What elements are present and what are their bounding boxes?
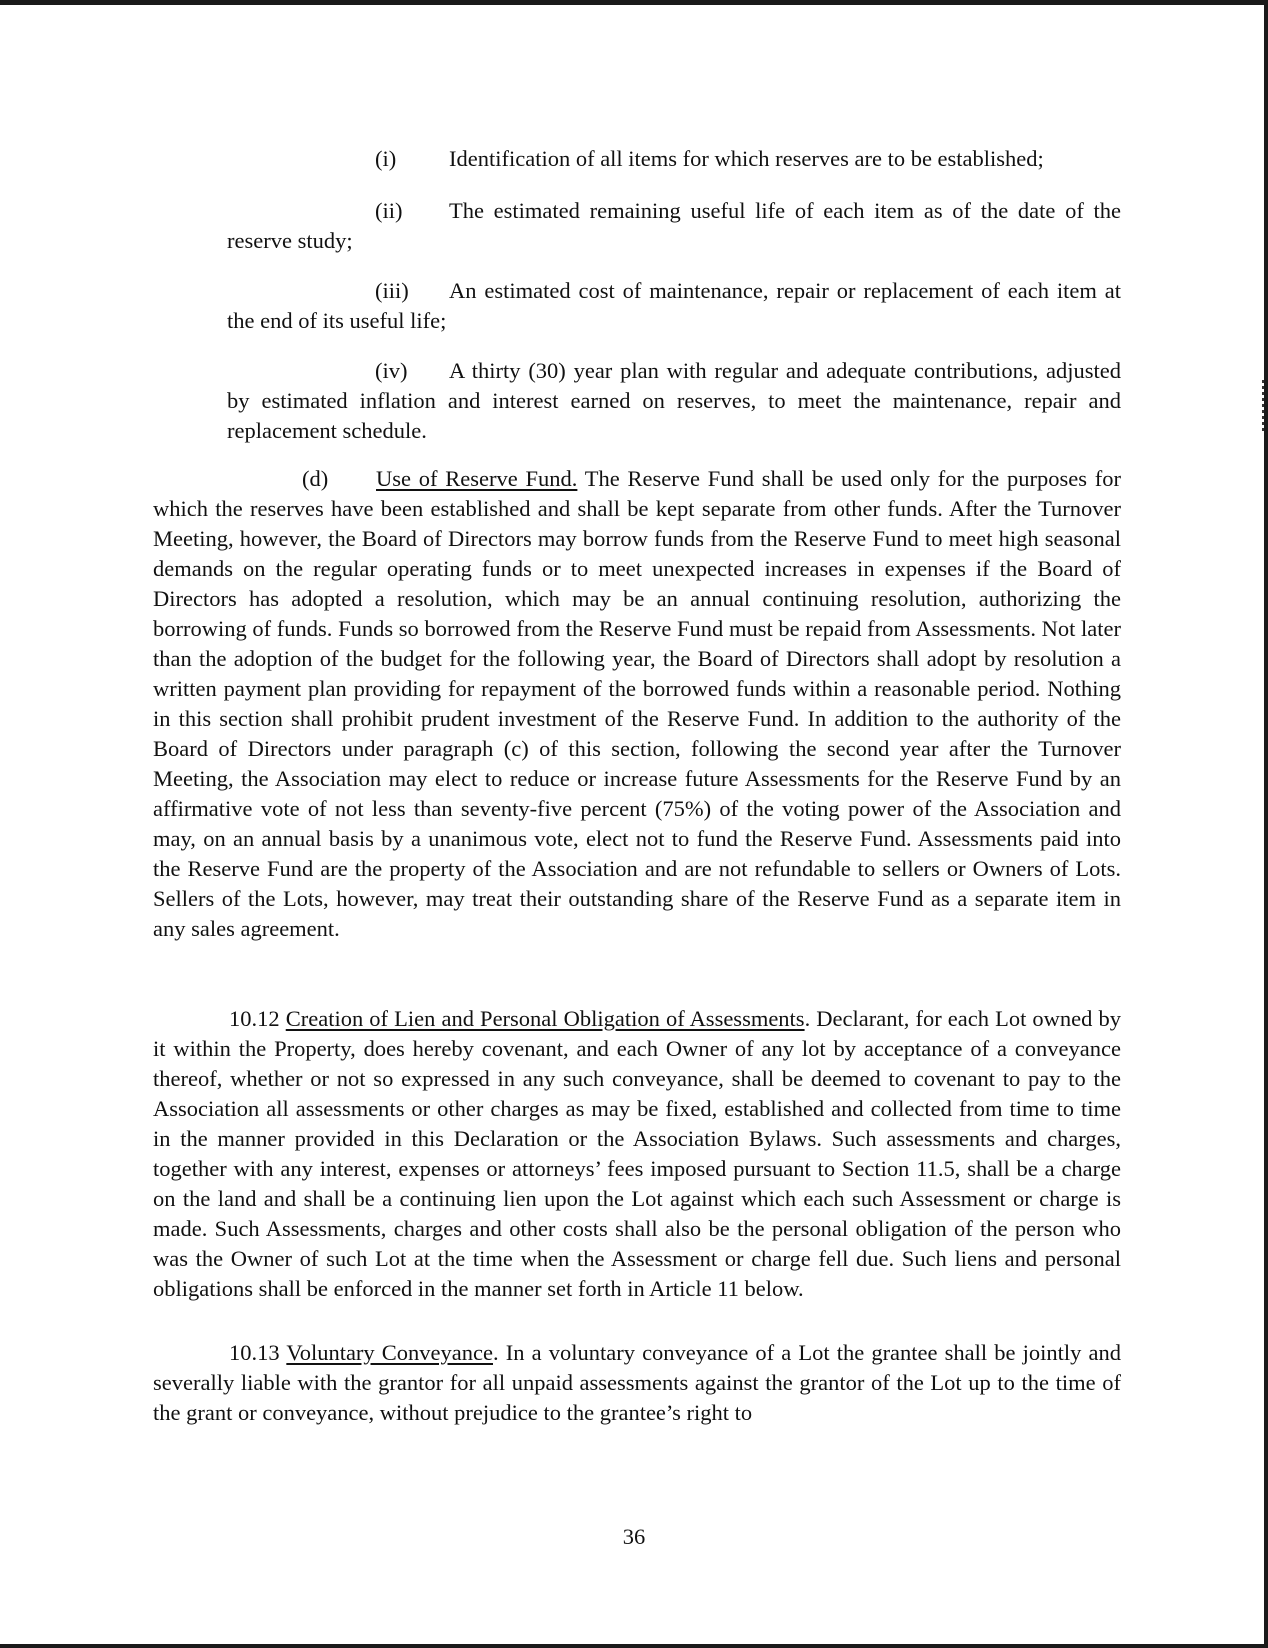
section-heading: Creation of Lien and Personal Obligation of Assessments <box>285 1006 805 1031</box>
list-item-iii <box>227 276 1121 336</box>
paragraph-text: The Reserve Fund shall be used only for the purposes for which the reserves have been established and shall be kept separate from other funds. After the Turnover Meeting, however, the Board of Directors may borrow funds from the Reserve Fund to meet high seasonal demands on the regular operating funds or to meet unexpected increases in expenses if the Board of Directors has adopted a resolution, which may be an annual continuing resolution, authorizing the borrowing of funds. Funds so borrowed from the Reserve Fund must be repaid from Assessments. Not later than the adoption of the budget for the following year, the Board of Directors shall adopt by resolution a written payment plan providing for repayment of the borrowed funds within a reasonable period. Nothing in this section shall prohibit prudent investment of the Reserve Fund. In addition to the authority of the Board of Directors under paragraph (c) of this section, following the second year after the Turnover Meeting, the Association may elect to reduce or increase future Assessments for the Reserve Fund by an affirmative vote of not less than seventy-five percent (75%) of the voting power of the Association and may, on an annual basis by a unanimous vote, elect not to fund the Reserve Fund. Assessments paid into the Reserve Fund are the property of the Association and are not refundable to sellers or Owners of Lots. Sellers of the Lots, however, may treat their outstanding share of the Reserve Fund as a separate item in any sales agreement. <box>153 466 1122 941</box>
section-text: . Declarant, for each Lot owned by it within the Property, does hereby covenant, and each Owner of any lot by acceptance of a conveyance thereof, whether or not so expressed in any such conveyance, shall be deemed to covenant to pay to the Association all assessments or other charges as may be fixed, established and collected from time to time in the manner provided in this Declaration or the Association Bylaws. Such assessments and charges, together with any interest, expenses or attorneys’ fees imposed pursuant to Section 11.5, shall be a charge on the land and shall be a continuing lien upon the Lot against which each such Assessment or charge is made. Such Assessments, charges and other costs shall also be the personal obligation of the person who was the Owner of such Lot at the time when the Assessment or charge fell due. Such liens and personal obligations shall be enforced in the manner set forth in Article 11 below. <box>153 1006 1122 1301</box>
section-heading: Voluntary Conveyance <box>286 1340 493 1365</box>
list-item-label: (ii) <box>375 198 403 223</box>
list-item-label: (i) <box>375 146 397 171</box>
list-item-text: A thirty (30) year plan with regular and adequate contributions, adjusted by estimated inflation and interest earned on reserves, to meet the maintenance, repair and replacement schedule. <box>227 358 1121 443</box>
list-item-label: (iv) <box>375 358 408 383</box>
list-item-label: (iii) <box>375 278 409 303</box>
list-item-text: Identification of all items for which reserves are to be established; <box>449 146 1044 171</box>
section-10-12 <box>153 1004 1121 1304</box>
section-number: 10.13 <box>229 1340 280 1365</box>
section-text: . In a voluntary conveyance of a Lot the grantee shall be jointly and severally liable with the grantor for all unpaid assessments against the grantor of the Lot up to the time of the grant or conveyance, without prejudice to the grantee’s right to <box>153 1340 1121 1425</box>
page-number: 36 <box>622 1524 646 1549</box>
list-item-iv <box>227 356 1121 446</box>
paragraph-label: (d) <box>302 466 329 491</box>
section-10-13 <box>153 1338 1121 1428</box>
paragraph-heading: Use of Reserve Fund. <box>376 466 578 491</box>
section-number: 10.12 <box>229 1006 280 1031</box>
list-item-i <box>227 144 1121 174</box>
list-item-text: The estimated remaining useful life of each item as of the date of the reserve study; <box>227 198 1121 253</box>
list-item-text: An estimated cost of maintenance, repair or replacement of each item at the end of its useful life; <box>227 278 1121 333</box>
list-item-ii <box>227 196 1121 256</box>
paragraph-use-of-reserve-fund <box>153 464 1121 944</box>
